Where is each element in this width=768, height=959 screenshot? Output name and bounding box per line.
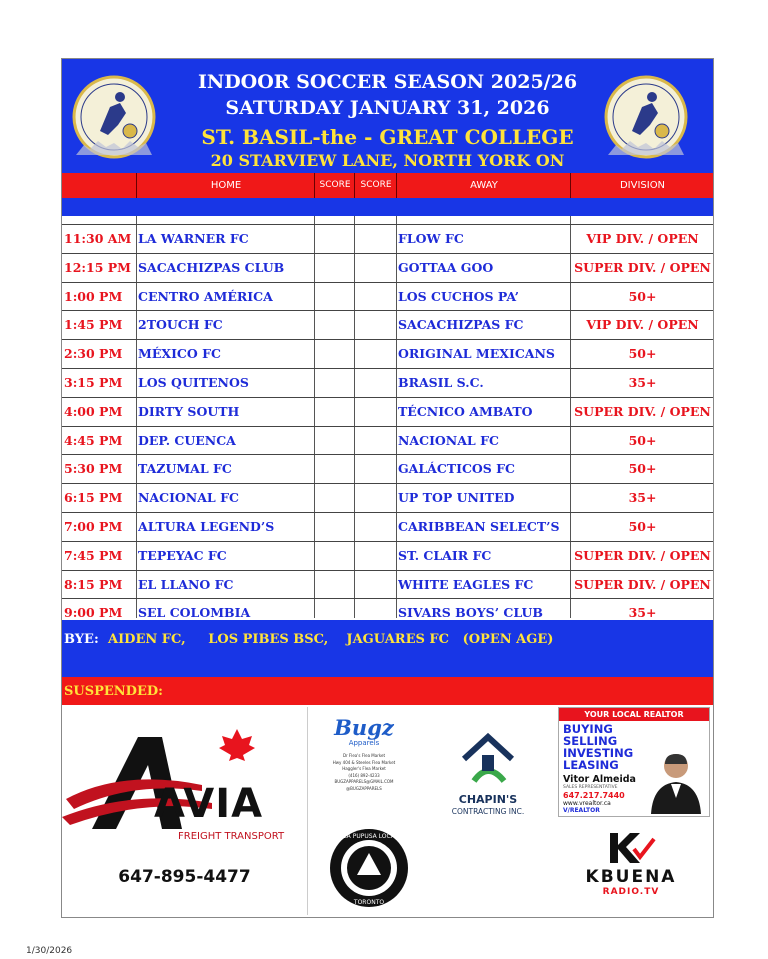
away-score-cell — [356, 571, 396, 599]
home-score-cell — [316, 484, 354, 512]
home-team: TAZUMAL FC — [138, 461, 232, 477]
home-score-cell — [316, 283, 354, 311]
suspended-band — [62, 677, 713, 705]
kbuena-sponsor — [556, 831, 706, 901]
away-score-cell — [356, 484, 396, 512]
avia-phone: 647-895-4477 — [118, 867, 251, 887]
bugz-sponsor — [314, 711, 414, 821]
realtor-brand: V/REALTOR — [563, 807, 600, 814]
match-row — [62, 398, 713, 427]
away-score-cell — [356, 542, 396, 570]
match-time: 5:30 PM — [64, 461, 123, 477]
match-row — [62, 369, 713, 398]
home-team: TEPEYAC FC — [138, 547, 227, 563]
away-team: GOTTAA GOO — [398, 259, 494, 275]
header-banner — [62, 59, 713, 173]
venue-name: ST. BASIL-the - GREAT COLLEGE — [201, 125, 574, 149]
match-row — [62, 427, 713, 456]
match-row — [62, 283, 713, 312]
match-division: 50+ — [628, 346, 657, 362]
match-division: 50+ — [628, 518, 657, 534]
away-team: FLOW FC — [398, 231, 464, 246]
realtor-agent-name: Vitor Almeida — [563, 774, 636, 785]
home-score-cell — [316, 311, 354, 339]
match-time: 9:00 PM — [64, 605, 123, 621]
home-team: 2TOUCH FC — [138, 317, 223, 333]
home-team: SEL COLOMBIA — [138, 605, 251, 621]
division-column-header: DIVISION — [570, 173, 714, 198]
realtor-banner: YOUR LOCAL REALTOR — [559, 708, 709, 721]
chapin-name: CHAPIN'S — [458, 793, 518, 806]
bugz-line: Haggler's Flea Market — [342, 766, 386, 771]
away-team: WHITE EAGLES FC — [398, 576, 534, 592]
match-schedule-table — [62, 224, 713, 628]
home-score-cell — [316, 542, 354, 570]
realtor-service: BUYING — [563, 722, 613, 736]
match-date: SATURDAY JANUARY 31, 2026 — [225, 97, 550, 119]
match-time: 6:15 PM — [64, 490, 123, 506]
realtor-portrait-icon — [647, 748, 705, 814]
away-team: ORIGINAL MEXICANS — [398, 346, 555, 362]
match-division: SUPER DIV. / OPEN — [574, 403, 711, 419]
home-team: MÉXICO FC — [138, 346, 221, 362]
match-row — [62, 484, 713, 513]
house-hand-icon — [458, 729, 518, 789]
home-score-cell — [316, 398, 354, 426]
home-column-header: HOME — [136, 173, 315, 198]
match-time: 4:45 PM — [64, 432, 123, 448]
match-time: 7:00 PM — [64, 518, 123, 534]
away-score-cell — [356, 340, 396, 368]
match-division: 35+ — [628, 374, 657, 390]
header-divider-band — [62, 198, 713, 216]
bugz-line: Hwy 404 & Steeles Flea Market — [332, 759, 396, 765]
match-row — [62, 455, 713, 484]
home-score-cell — [316, 254, 354, 282]
footer-date: 1/30/2026 — [26, 946, 73, 956]
column-header-row — [62, 173, 713, 198]
realtor-service: SELLING — [563, 734, 618, 748]
match-row — [62, 254, 713, 283]
match-time: 1:00 PM — [64, 288, 123, 304]
bugz-name: Bugz — [334, 715, 394, 740]
pupusa-loca-seal-icon — [328, 827, 410, 909]
away-score-cell — [356, 455, 396, 483]
season-title: INDOOR SOCCER SEASON 2025/26 — [197, 71, 578, 93]
svg-text:TORONTO: TORONTO — [353, 899, 385, 906]
bye-teams: AIDEN FC, LOS PIBES BSC, JAGUARES FC (OPEN AGE) — [108, 632, 554, 647]
match-row — [62, 571, 713, 600]
match-time: 4:00 PM — [64, 403, 123, 419]
match-division: VIP DIV. / OPEN — [586, 231, 699, 246]
home-team: SACACHIZPAS CLUB — [138, 259, 285, 275]
realtor-sponsor — [558, 707, 710, 817]
match-division: SUPER DIV. / OPEN — [574, 576, 711, 592]
match-division: 50+ — [628, 288, 657, 304]
away-score-cell — [356, 369, 396, 397]
away-score-cell — [356, 283, 396, 311]
away-team: SACACHIZPAS FC — [398, 317, 524, 333]
match-division: 35+ — [628, 490, 657, 506]
away-score-cell — [356, 225, 396, 253]
match-row — [62, 311, 713, 340]
bugz-line: (416) 892-4233 — [348, 772, 380, 778]
venue-address: 20 STARVIEW LANE, NORTH YORK ON — [210, 151, 565, 170]
match-time: 8:15 PM — [64, 576, 123, 592]
sponsors-section — [62, 705, 713, 917]
home-team: CENTRO AMÉRICA — [138, 288, 273, 304]
match-row — [62, 513, 713, 542]
home-score-cell — [316, 513, 354, 541]
kbuena-logo-icon — [606, 831, 656, 865]
match-row — [62, 225, 713, 254]
home-score-cell — [316, 455, 354, 483]
home-score-cell — [316, 369, 354, 397]
home-score-cell — [316, 427, 354, 455]
bugz-line: Dr Flea's Flea Market — [342, 753, 386, 758]
avia-sponsor — [62, 707, 308, 915]
away-team: LOS CUCHOS PA’ — [398, 288, 519, 304]
match-division: 50+ — [628, 461, 657, 477]
score-column-header: SCORE — [354, 173, 397, 198]
home-score-cell — [316, 571, 354, 599]
suspended-label: SUSPENDED: — [64, 684, 163, 699]
home-team: NACIONAL FC — [138, 490, 239, 506]
match-time: 1:45 PM — [64, 317, 123, 333]
schedule-sheet — [61, 58, 714, 918]
bugz-line: BUGZAPPARELS@GMAIL.COM — [334, 779, 394, 784]
match-row — [62, 542, 713, 571]
match-division: 50+ — [628, 432, 657, 448]
away-team: TÉCNICO AMBATO — [398, 403, 533, 419]
home-team: DIRTY SOUTH — [138, 403, 240, 419]
realtor-website: www.vrealtor.ca — [563, 800, 611, 807]
match-division: SUPER DIV. / OPEN — [574, 547, 711, 563]
away-team: NACIONAL FC — [398, 432, 499, 448]
avia-name: AVIA — [154, 781, 264, 827]
away-team: ST. CLAIR FC — [398, 547, 492, 563]
svg-text:LA PUPUSA LOCA: LA PUPUSA LOCA — [343, 833, 395, 840]
home-team: ALTURA LEGEND’S — [138, 518, 275, 534]
home-score-cell — [316, 225, 354, 253]
away-column-header: AWAY — [396, 173, 571, 198]
match-division: SUPER DIV. / OPEN — [574, 259, 711, 275]
kbuena-subtitle: RADIO.TV — [602, 887, 660, 897]
bugz-line: @BUGZAPPARELS — [346, 785, 382, 791]
match-time: 11:30 AM — [64, 231, 132, 246]
home-team: LA WARNER FC — [138, 231, 249, 246]
realtor-phone: 647.217.7440 — [563, 791, 625, 800]
match-time: 12:15 PM — [64, 259, 131, 275]
away-team: GALÁCTICOS FC — [398, 461, 515, 477]
chapin-subtitle: CONTRACTING INC. — [451, 807, 525, 816]
home-team: LOS QUITENOS — [138, 374, 249, 390]
match-time: 7:45 PM — [64, 547, 123, 563]
bye-label: BYE: — [64, 632, 99, 647]
bugz-subtitle: Apparels — [348, 739, 380, 747]
match-time: 2:30 PM — [64, 346, 123, 362]
away-score-cell — [356, 254, 396, 282]
away-score-cell — [356, 513, 396, 541]
realtor-role: SALES REPRESENTATIVE — [563, 785, 618, 790]
away-score-cell — [356, 427, 396, 455]
match-division: 35+ — [628, 605, 657, 621]
match-division: VIP DIV. / OPEN — [586, 317, 699, 333]
away-score-cell — [356, 398, 396, 426]
home-team: EL LLANO FC — [138, 576, 234, 592]
realtor-service: LEASING — [563, 758, 619, 772]
away-team: CARIBBEAN SELECT’S — [398, 518, 560, 534]
bugz-details — [318, 753, 410, 792]
match-time: 3:15 PM — [64, 374, 123, 390]
realtor-service: INVESTING — [563, 746, 634, 760]
away-team: BRASIL S.C. — [398, 374, 484, 390]
home-team: DEP. CUENCA — [138, 432, 236, 448]
chapin-sponsor — [428, 729, 548, 819]
away-team: UP TOP UNITED — [398, 490, 515, 506]
away-team: SIVARS BOYS’ CLUB — [398, 605, 543, 621]
bye-lower-band — [62, 659, 713, 677]
home-score-cell — [316, 340, 354, 368]
avia-subtitle: FREIGHT TRANSPORT — [178, 831, 285, 842]
away-score-cell — [356, 311, 396, 339]
score-column-header: SCORE — [314, 173, 355, 198]
match-row — [62, 340, 713, 369]
kbuena-name: KBUENA — [585, 867, 677, 887]
